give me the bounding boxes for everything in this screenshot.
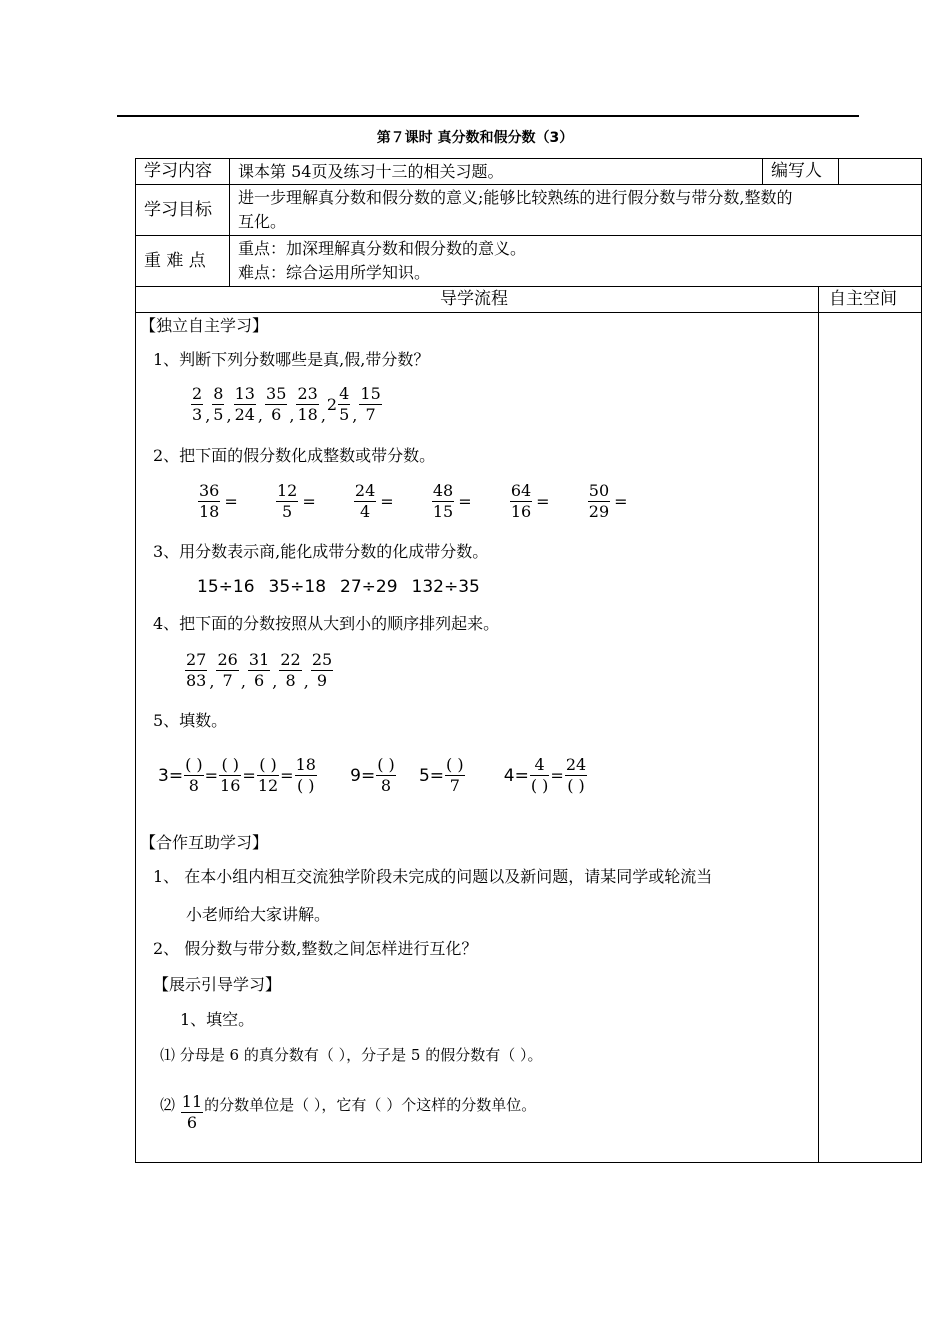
fill-heading: 1、填空。 bbox=[180, 1010, 255, 1029]
fill-question-2: ⑵ $\frac{11}{6}$ 的分数单位是（ ），它有（ ）个这样的分数单位。 bbox=[160, 1092, 537, 1132]
fraction: $\frac{23}{18}$ bbox=[297, 384, 318, 424]
content-value: 课本第 54页及练习十三的相关习题。 bbox=[238, 162, 504, 181]
question-1: 1、判断下列分数哪些是真,假,带分数？ bbox=[153, 350, 430, 369]
q3-items: 15÷16 35÷18 27÷29 132÷35 bbox=[197, 577, 480, 597]
content-label: 学习内容 bbox=[144, 161, 212, 181]
key-line-1: 重点：加深理解真分数和假分数的意义。 bbox=[238, 239, 527, 258]
goal-line-1: 进一步理解真分数和假分数的意义;能够比较熟练的进行假分数与带分数,整数的 bbox=[238, 188, 793, 207]
section1-heading: 【独立自主学习】 bbox=[140, 316, 269, 335]
q4-fractions: $\frac{27}{83}$ , $\frac{26}{7}$ , $\frac{31}{6}$ , $\frac{22}{8}$ , $\frac{25}{9}$ bbox=[186, 650, 333, 691]
fraction: $\frac{15}{7}$ bbox=[360, 384, 381, 424]
fraction: $\frac{35}{6}$ bbox=[266, 384, 287, 424]
question-3: 3、用分数表示商,能化成带分数的化成带分数。 bbox=[153, 542, 489, 561]
coop-item-1-cont: 小老师给大家讲解。 bbox=[186, 905, 331, 924]
fill-question-1: ⑴ 分母是 6 的真分数有（ ），分子是 5 的假分数有（ ）。 bbox=[160, 1046, 543, 1064]
question-5: 5、填数。 bbox=[153, 711, 228, 730]
fraction: $\frac{2}{3}$ bbox=[192, 384, 203, 424]
author-label: 编写人 bbox=[771, 161, 822, 181]
key-label: 重 难 点 bbox=[144, 251, 206, 271]
page-title: 第７课时 真分数和假分数（3） bbox=[376, 130, 574, 146]
space-label: 自主空间 bbox=[829, 289, 897, 309]
coop-item-1: 1、 在本小组内相互交流独学阶段未完成的问题以及新问题，请某同学或轮流当 bbox=[153, 867, 713, 886]
goal-label: 学习目标 bbox=[144, 200, 212, 220]
question-4: 4、把下面的分数按照从大到小的顺序排列起来。 bbox=[153, 614, 500, 633]
flow-label: 导学流程 bbox=[440, 289, 508, 309]
fraction: $\frac{8}{5}$ bbox=[213, 384, 224, 424]
coop-item-2: 2、 假分数与带分数,整数之间怎样进行互化？ bbox=[153, 939, 478, 958]
mixed-fraction: $\frac{4}{5}$ bbox=[339, 384, 350, 424]
q5-fill-blanks: 3= $\frac{( )}{8}$ = $\frac{( )}{16}$ = $\frac{( )}{12}$ = $\frac{18}{( )}$ 9= $\frac{( )}{8}$ 5= $\frac{( )}{7}$ 4= $\frac{4}{( )}$ = $\frac{24}{( )}$ bbox=[158, 755, 587, 795]
section3-heading: 【展示引导学习】 bbox=[153, 975, 282, 994]
top-rule bbox=[117, 115, 859, 117]
goal-line-2: 互化。 bbox=[238, 212, 287, 231]
question-2: 2、把下面的假分数化成整数或带分数。 bbox=[153, 446, 436, 465]
section2-heading: 【合作互助学习】 bbox=[140, 833, 269, 852]
q2-fractions: $\frac{36}{18}$ = $\frac{12}{5}$ = $\frac{24}{4}$ = $\frac{48}{15}$ = $\frac{64}{16}$ = $\frac{50}{29}$ = bbox=[199, 481, 628, 521]
fraction: $\frac{13}{24}$ bbox=[234, 384, 255, 424]
key-line-2: 难点：综合运用所学知识。 bbox=[238, 263, 431, 282]
q1-fractions: $\frac{2}{3}$ , $\frac{8}{5}$ , $\frac{13}{24}$ , $\frac{35}{6}$ , $\frac{23}{18}$ ,2 $\frac{4}{5}$ , $\frac{15}{7}$ bbox=[192, 384, 381, 425]
